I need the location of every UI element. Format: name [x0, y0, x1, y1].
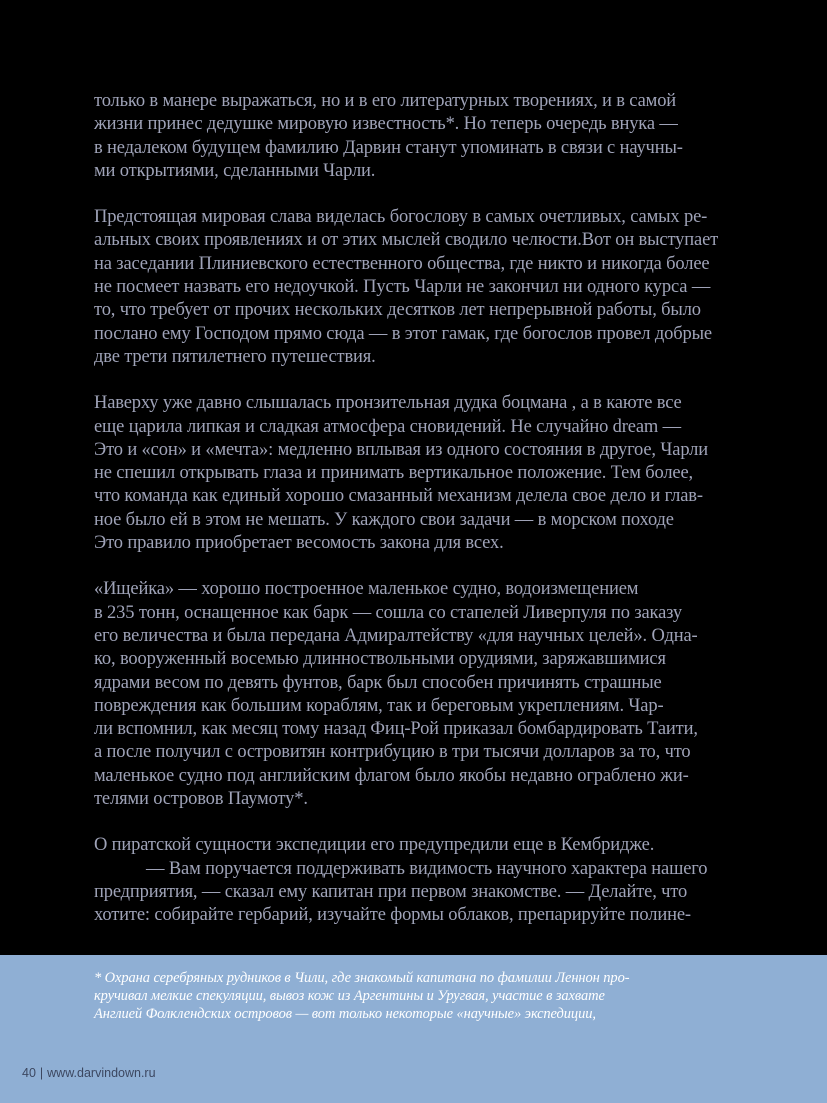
text-line: жизни принес дедушке мировую известность*. Но теперь очередь внука —	[94, 114, 678, 135]
text-line: альных своих проявлениях и от этих мыслей сводило челюсти.Вот он выступает	[94, 230, 719, 251]
text-line: только в манере выражаться, но и в его литературных творениях, и в самой	[94, 91, 677, 111]
text-line: ли вспомнил, как месяц тому назад Фиц-Рой приказал бомбардировать Таити,	[94, 719, 698, 740]
website-link[interactable]: www.darvindown.ru	[47, 1066, 156, 1080]
paragraph-1	[94, 90, 744, 183]
text-line: маленькое судно под английским флагом было якобы недавно ограблено жи-	[94, 765, 689, 786]
text-line: «Ищейка» — хорошо построенное маленькое судно, водоизмещением	[94, 579, 639, 600]
paragraph-5	[94, 834, 744, 927]
text-line: ко, вооруженный восемью длинноствольными орудиями, заряжавшимися	[94, 649, 666, 670]
text-line: то, что требует от прочих нескольких десятков лет непрерывной работы, было	[94, 300, 701, 321]
text-line: О пиратской сущности экспедиции его предупредили еще в Кембридже.	[94, 835, 655, 856]
paragraph-4	[94, 578, 744, 811]
text-line: на заседании Плиниевского естественного общества, где никто и никогда более	[94, 253, 710, 274]
text-line: не посмеет назвать его недоучкой. Пусть Чарли не закончил ни одного курса —	[94, 277, 711, 298]
page-folio	[22, 1066, 156, 1080]
text-line: ядрами весом по девять фунтов, барк был способен причинять страшные	[94, 672, 662, 693]
text-line: две трети пятилетнего путешествия.	[94, 346, 376, 367]
folio-separator: |	[39, 1066, 44, 1080]
dialogue-line: — Вам поручается поддерживать видимость научного характера нашего	[146, 858, 708, 879]
text-line: ми открытиями, сделанными Чарли.	[94, 160, 376, 181]
page-number: 40	[22, 1066, 36, 1080]
text-line: послано ему Господом прямо сюда — в этот гамак, где богослов провел добрые	[94, 323, 712, 344]
footnote-line: кручивал мелкие спекуляции, вывоз кож из Аргентины и Уругвая, участие в захвате	[94, 988, 605, 1004]
text-line: предприятия, — сказал ему капитан при первом знакомстве. — Делайте, что	[94, 881, 688, 902]
text-line: в недалеком будущем фамилию Дарвин станут упоминать в связи с научны-	[94, 137, 683, 158]
text-line: а после получил с островитян контрибуцию в три тысячи долларов за то, что	[94, 742, 691, 763]
text-line: Предстоящая мировая слава виделась богослову в самых очетливых, самых ре-	[94, 207, 708, 228]
text-line: не спешил открывать глаза и принимать вертикальное положение. Тем более,	[94, 463, 694, 484]
footnote	[94, 969, 754, 1023]
paragraph-3	[94, 392, 744, 555]
text-line: хотите: собирайте гербарий, изучайте формы облаков, препарируйте полине-	[94, 905, 691, 926]
text-line: повреждения как большим кораблям, так и береговым укреплениям. Чар-	[94, 695, 664, 716]
paragraph-2	[94, 206, 744, 369]
text-line: что команда как единый хорошо смазанный механизм делела свое дело и глав-	[94, 486, 703, 507]
text-line: Это правило приобретает весомость закона для всех.	[94, 533, 504, 554]
text-line: Наверху уже давно слышалась пронзительная дудка боцмана , а в каюте все	[94, 393, 682, 414]
body-text	[94, 90, 744, 951]
text-line: его величества и была передана Адмиралтейству «для научных целей». Однa-	[94, 625, 698, 646]
text-line: Это и «сон» и «мечта»: медленно вплывая из одного состояния в другое, Чарли	[94, 439, 709, 460]
text-line: ное было ей в этом не мешать. У каждого свои задачи — в морском походе	[94, 509, 674, 530]
text-line: телями островов Паумоту*.	[94, 789, 308, 810]
footnote-line: Англией Фолклендских островов — вот только некоторые «научные» экспедиции,	[94, 1006, 596, 1022]
text-line: в 235 тонн, оснащенное как барк — сошла со стапелей Ливерпуля по заказу	[94, 602, 683, 623]
footnote-line: * Охрана серебряных рудников в Чили, где знакомый капитана по фамилии Леннон про-	[94, 970, 630, 986]
text-line: еще царила липкая и сладкая атмосфера сновидений. Не случайно dream —	[94, 416, 681, 437]
